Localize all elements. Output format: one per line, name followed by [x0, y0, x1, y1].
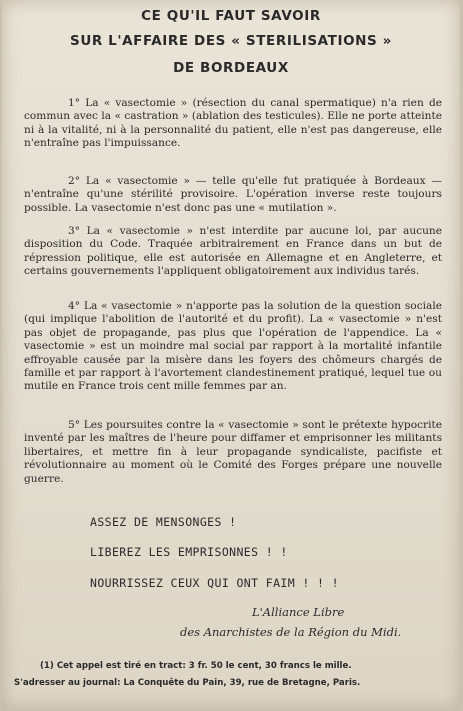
paragraph-text: 1° La « vasectomie » (résection du canal spermatique) n'a rien de commun avec la « castration » (ablation des testicules). Elle ne porte atteinte ni à la vitalité, ni à la personnalité du patient, elle n'est pas dangereuse, elle n'entraîne pas l'impuissance. — [24, 97, 442, 150]
title-line-1: CE QU'IL FAUT SAVOIR — [141, 8, 321, 24]
paragraph-3 — [24, 225, 442, 279]
footnote-2: S'adresser au journal: La Conquête du Pain, 39, rue de Bretagne, Paris. — [14, 678, 361, 688]
slogan-1: ASSEZ DE MENSONGES ! — [90, 515, 237, 529]
slogan-2: LIBEREZ LES EMPRISONNES ! ! — [90, 545, 288, 559]
paragraph-2 — [24, 175, 442, 215]
title-line-3: DE BORDEAUX — [173, 60, 289, 76]
paragraph-text: 4° La « vasectomie » n'apporte pas la solution de la question sociale (qui implique l'abolition de l'autorité et du profit). La « vasectomie » n'est pas objet de propagande, pas plus que l'opération de l'appendice. La « vasectomie » est un moindre mal social par rapport à la mortalité infantile effroyable causée par la misère dans les foyers des chômeurs chargés de famille et par rapport à l'avortement clandestinement pratiqué, lequel tue ou mutile en France trois cent mille femmes par an. — [24, 300, 442, 393]
paragraph-1 — [24, 97, 442, 151]
slogan-3: NOURRISSEZ CEUX QUI ONT FAIM ! ! ! — [90, 576, 340, 590]
title-line-2: SUR L'AFFAIRE DES « STERILISATIONS » — [70, 33, 392, 49]
document-page — [2, 0, 460, 709]
footnote-1: (1) Cet appel est tiré en tract: 3 fr. 50 le cent, 30 francs le mille. — [40, 661, 352, 671]
paragraph-5 — [24, 419, 442, 486]
paragraph-4 — [24, 300, 442, 394]
paragraph-text: 2° La « vasectomie » — telle qu'elle fut pratiquée à Bordeaux — n'entraîne qu'une stérilité provisoire. L'opération inverse reste toujours possible. La vasectomie n'est donc pas une « mutilation ». — [24, 175, 442, 214]
paragraph-text: 5° Les poursuites contre la « vasectomie » sont le prétexte hypocrite inventé par les maîtres de l'heure pour diffamer et emprisonner les militants libertaires, et mettre fin à leur propagande syndicaliste, pacifiste et révolutionnaire au moment où le Comité des Forges prépare une nouvelle guerre. — [24, 419, 442, 485]
signature-line-1: L'Alliance Libre — [252, 605, 345, 619]
paragraph-text: 3° La « vasectomie » n'est interdite par aucune loi, par aucune disposition du Code. Traquée arbitrairement en France dans un but de répression politique, elle est autorisée en Allemagne et en Angleterre, et certains gouvernements l'appliquent obligatoirement aux individus tarés. — [24, 225, 442, 278]
signature-line-2: des Anarchistes de la Région du Midi. — [180, 625, 402, 639]
